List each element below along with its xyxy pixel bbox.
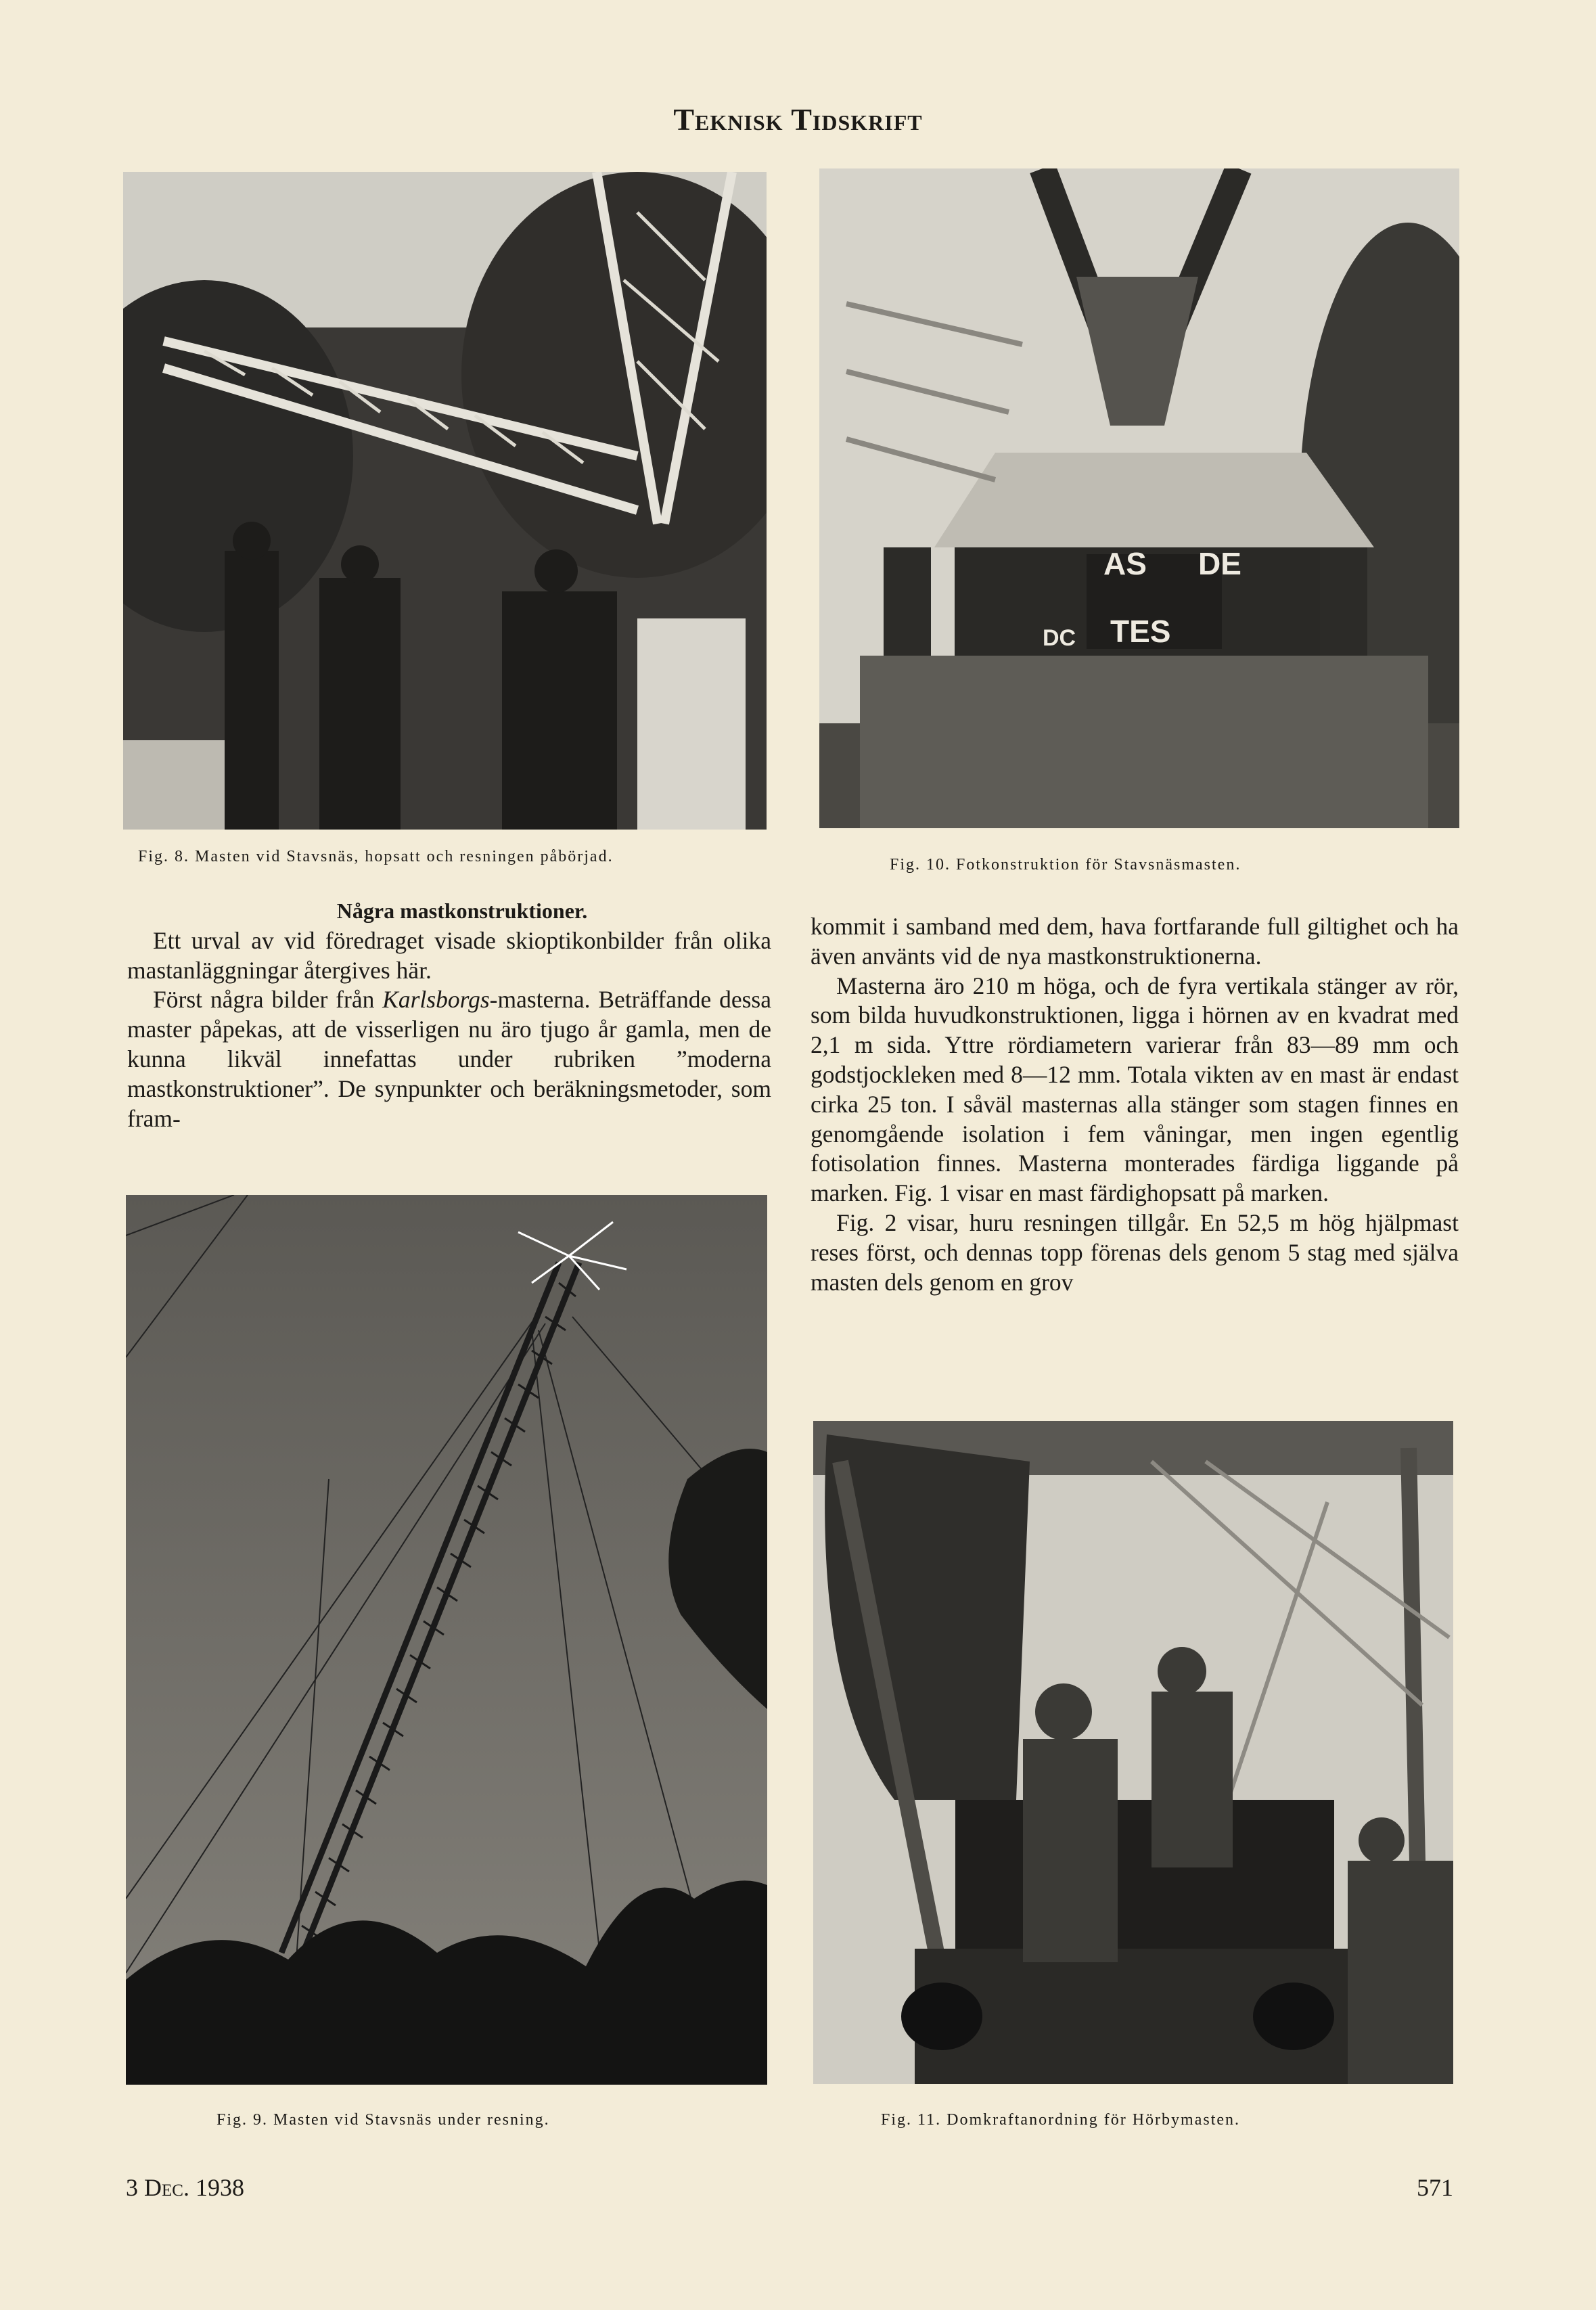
paragraph-4: Masterna äro 210 m höga, och de fyra vertikala stänger av rör, som bilda huvudkonstruktionen, ligga i hörnen av en kvadrat med 2,1 m sida. Yttre rördiametern varierar från 83—89 mm och godstjockleken med 8—12 mm. Totala vikten av en mast är endast cirka 25 ton. I såväl masternas alla stänger som stagen finnes en genomgående isolation i fem våningar, men ingen egentlig fotisolation finnes. Masterna monterades färdiga liggande på marken. Fig. 1 visar en mast färdighopsatt på marken. bbox=[811, 972, 1459, 1207]
fig10-painted-text-tes: TES bbox=[1110, 614, 1171, 649]
figure-10-photo bbox=[819, 168, 1459, 828]
fig10-painted-text-de: DE bbox=[1198, 546, 1241, 581]
left-column-text bbox=[127, 897, 771, 1133]
page-number: 571 bbox=[1417, 2174, 1453, 2201]
paragraph-5: Fig. 2 visar, huru resningen tillgår. En 52,5 m hög hjälpmast reses först, och dennas topp förenas dels genom 5 stag med själva masten dels genom en grov bbox=[811, 1208, 1459, 1296]
paragraph-1: Ett urval av vid föredraget visade skioptikonbilder från olika mastanläggningar återgives här. bbox=[127, 926, 771, 984]
footer-date-day: 3 bbox=[126, 2174, 138, 2201]
figure-9-photo bbox=[126, 1195, 767, 2085]
figure-8-photo bbox=[123, 172, 767, 830]
journal-header: Teknisk Tidskrift bbox=[673, 102, 923, 137]
figure-11-photo bbox=[813, 1421, 1453, 2084]
karlsborgs-italic: Karlsborgs bbox=[382, 986, 490, 1014]
fig10-painted-text-dc: DC bbox=[1043, 625, 1076, 651]
fig10-painted-text-as: AS bbox=[1103, 546, 1147, 581]
footer-date bbox=[126, 2173, 244, 2202]
paragraph-3: kommit i samband med dem, hava fortfarande full giltighet och ha även använts vid de nya mastkonstruktionerna. bbox=[811, 913, 1459, 970]
paragraph-2: Först några bilder från Karlsborgs-masterna. Beträffande dessa master påpekas, att de visserligen nu äro tjugo år gamla, men de kunna likväl innefattas under rubriken ”moderna mastkonstruktioner”. De synpunkter och beräkningsmetoder, som fram- bbox=[127, 986, 771, 1132]
section-heading: Några mastkonstruktioner. bbox=[336, 899, 588, 923]
figure-11-caption: Fig. 11. Domkraftanordning för Hörbymasten. bbox=[881, 2111, 1241, 2129]
figure-10-caption: Fig. 10. Fotkonstruktion för Stavsnäsmasten. bbox=[890, 856, 1241, 874]
figure-8-caption: Fig. 8. Masten vid Stavsnäs, hopsatt och resningen påbörjad. bbox=[138, 848, 614, 865]
footer-date-month: Dec. bbox=[144, 2174, 189, 2201]
right-column-text bbox=[811, 912, 1459, 1297]
footer-date-year: 1938 bbox=[195, 2174, 244, 2201]
figure-9-caption: Fig. 9. Masten vid Stavsnäs under resning. bbox=[216, 2111, 550, 2129]
